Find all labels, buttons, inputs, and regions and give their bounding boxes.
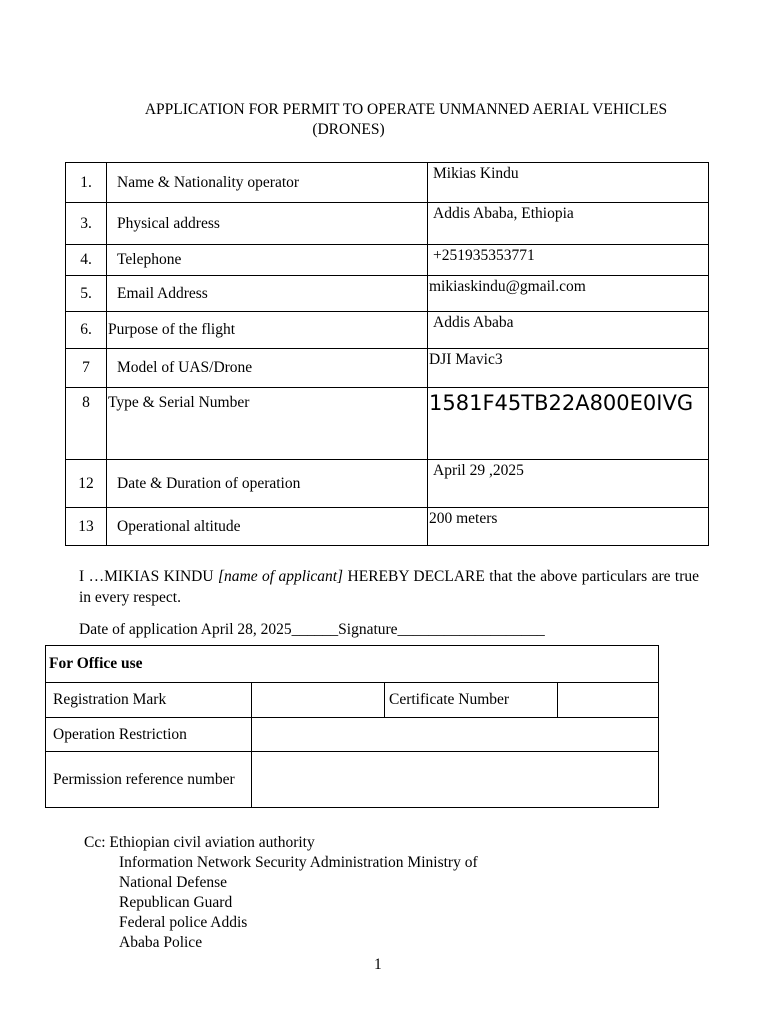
operation-restriction-label: Operation Restriction xyxy=(46,718,252,752)
row-label: Name & Nationality operator xyxy=(107,163,428,203)
application-table xyxy=(65,162,709,546)
row-value[interactable]: Mikias Kindu xyxy=(428,163,709,203)
table-row xyxy=(66,460,709,508)
row-label: Operational altitude xyxy=(107,508,428,546)
row-label: Purpose of the flight xyxy=(107,312,428,349)
date-signature-line: Date of application April 28, 2025______Signature___________________ xyxy=(79,621,545,638)
row-number: 1. xyxy=(66,163,107,203)
registration-mark-label: Registration Mark xyxy=(46,683,252,718)
cc-first-line: Cc: Ethiopian civil aviation authority xyxy=(84,834,315,851)
row-number: 5. xyxy=(66,276,107,312)
office-header-row xyxy=(46,646,659,683)
table-row xyxy=(66,508,709,546)
cc-line: Republican Guard xyxy=(119,894,233,911)
row-number: 13 xyxy=(66,508,107,546)
declaration-suffix: HEREBY DECLARE that the above particulars are true in every respect. xyxy=(79,568,700,606)
table-row xyxy=(66,203,709,245)
permission-reference-field[interactable] xyxy=(252,752,659,808)
row-label: Type & Serial Number xyxy=(107,388,428,460)
permission-reference-label: Permission reference number xyxy=(46,752,252,808)
row-number: 8 xyxy=(66,388,107,460)
table-row xyxy=(66,163,709,203)
row-label: Email Address xyxy=(107,276,428,312)
certificate-number-field[interactable] xyxy=(558,683,659,718)
title-line-1: APPLICATION FOR PERMIT TO OPERATE UNMANNED AERIAL VEHICLES xyxy=(144,101,668,118)
office-row xyxy=(46,718,659,752)
table-row xyxy=(66,312,709,349)
row-value[interactable]: mikiaskindu@gmail.com xyxy=(428,276,709,312)
office-use-table xyxy=(45,645,659,808)
cc-list xyxy=(84,833,478,953)
office-use-header: For Office use xyxy=(46,646,659,683)
row-value[interactable]: Addis Ababa, Ethiopia xyxy=(428,203,709,245)
row-number: 6. xyxy=(66,312,107,349)
declaration-prefix: I …MIKIAS KINDU xyxy=(79,568,214,585)
table-row xyxy=(66,245,709,276)
row-value[interactable]: 200 meters xyxy=(428,508,709,546)
serial-number-value[interactable]: 1581F45TB22A800E0IVG xyxy=(428,388,709,460)
table-row xyxy=(66,276,709,312)
registration-mark-field[interactable] xyxy=(252,683,385,718)
row-value[interactable]: Addis Ababa xyxy=(428,312,709,349)
page-number: 1 xyxy=(374,956,382,973)
row-label: Physical address xyxy=(107,203,428,245)
row-number: 7 xyxy=(66,349,107,388)
certificate-number-label: Certificate Number xyxy=(385,683,558,718)
row-label: Date & Duration of operation xyxy=(107,460,428,508)
title-line-2: (DRONES) xyxy=(312,121,385,138)
row-number: 12 xyxy=(66,460,107,508)
office-row xyxy=(46,683,659,718)
row-label: Model of UAS/Drone xyxy=(107,349,428,388)
declaration xyxy=(79,566,699,608)
cc-line: Information Network Security Administration Ministry of xyxy=(119,854,478,871)
table-row xyxy=(66,388,709,460)
document-title xyxy=(92,100,720,140)
cc-line: Federal police Addis xyxy=(119,914,248,931)
row-value[interactable]: DJI Mavic3 xyxy=(428,349,709,388)
cc-line: Ababa Police xyxy=(119,934,203,951)
row-value[interactable]: April 29 ,2025 xyxy=(428,460,709,508)
row-label: Telephone xyxy=(107,245,428,276)
row-value[interactable]: +251935353771 xyxy=(428,245,709,276)
declaration-placeholder: [name of applicant] xyxy=(218,568,344,585)
cc-line: National Defense xyxy=(119,874,228,891)
office-row xyxy=(46,752,659,808)
table-row xyxy=(66,349,709,388)
row-number: 3. xyxy=(66,203,107,245)
row-number: 4. xyxy=(66,245,107,276)
operation-restriction-field[interactable] xyxy=(252,718,659,752)
